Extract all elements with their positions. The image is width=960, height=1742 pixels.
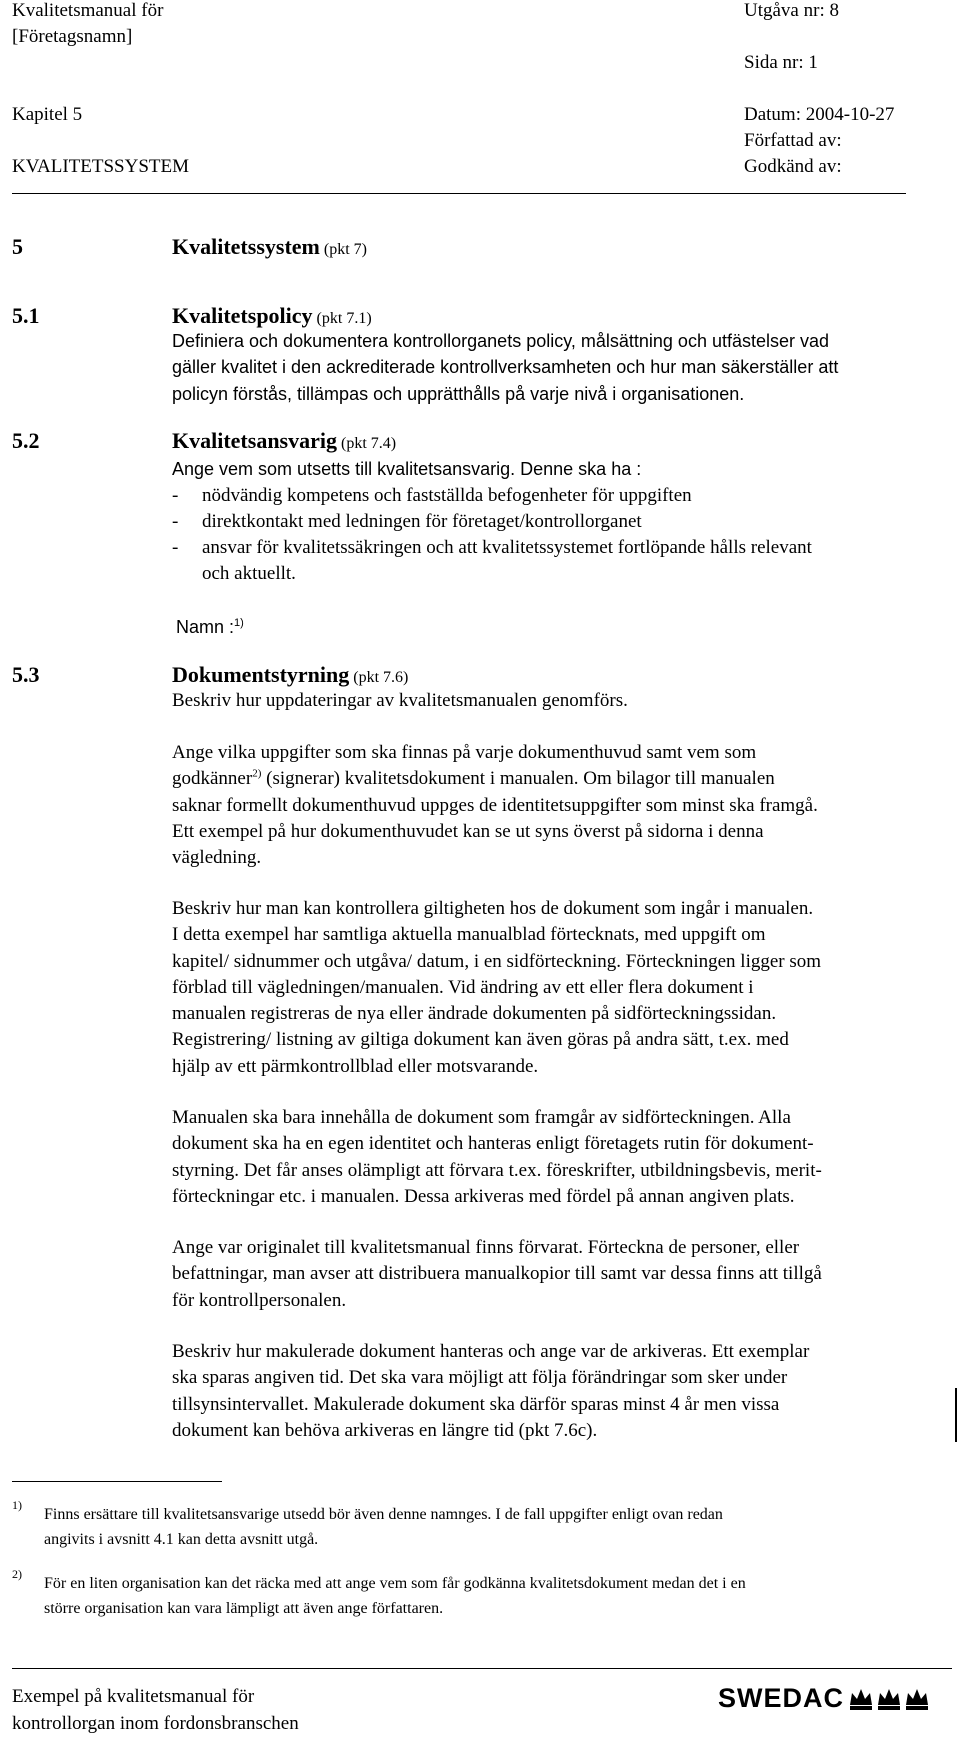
paragraph-line: Manualen ska bara innehålla de dokument som framgår av sidförteckningen. Alla — [172, 1107, 791, 1128]
change-bar — [955, 1388, 957, 1442]
paragraph-line: förteckningar etc. i manualen. Dessa arkiveras med fördel på annan angiven plats. — [172, 1185, 795, 1207]
paragraph-line: manualen registreras de nya eller ändrade dokumenten på sidförteckningssidan. — [172, 1003, 777, 1025]
document-date: Datum: 2004-10-27 — [744, 104, 895, 125]
section-ref: (pkt 7.6) — [353, 669, 409, 686]
paragraph-line: för kontrollpersonalen. — [172, 1289, 347, 1311]
chapter-label: Kapitel 5 — [12, 104, 83, 125]
paragraph-line: dokument ska ha en egen identitet och hanteras enligt företagets rutin för dokument- — [172, 1133, 814, 1155]
text-run: (signerar) kvalitetsdokument i manualen. Om bilagor till manualen — [261, 768, 775, 790]
paragraph-update — [172, 688, 628, 714]
paragraph-original — [172, 1235, 822, 1314]
footnote-ref: 1) — [234, 617, 244, 629]
approved-field: Godkänd av: — [744, 156, 842, 177]
paragraph-line: styrning. Det får anses olämpligt att förvara t.ex. föreskrifter, utbildningsbevis, merit- — [172, 1159, 822, 1181]
paragraph-line: vägledning. — [172, 847, 262, 869]
footnote-mark: 1) — [12, 1498, 22, 1512]
paragraph-line: Beskriv hur man kan kontrollera giltigheten hos de dokument som ingår i manualen. — [172, 898, 814, 919]
paragraph-line: förblad till vägledningen/manualen. Vid ändring av ett eller flera dokument i — [172, 976, 754, 998]
policy-paragraph — [172, 328, 838, 407]
bullet-item: ansvar för kvalitetssäkringen och att kvalitetssystemet fortlöpande hålls relevant — [202, 537, 812, 558]
footnote-mark: 2) — [12, 1567, 22, 1581]
paragraph-line: Ange var originalet till kvalitetsmanual finns förvarat. Förteckna de personer, eller — [172, 1237, 800, 1258]
swedac-logo — [718, 1680, 930, 1716]
paragraph-line: Beskriv hur uppdateringar av kvalitetsmanualen genomförs. — [172, 690, 628, 711]
manual-title: Kvalitetsmanual för — [12, 0, 164, 21]
paragraph-contents — [172, 1105, 822, 1210]
section-title: Kvalitetsansvarig — [172, 428, 337, 453]
paragraph-doc-header — [172, 740, 818, 871]
bullet-item: direktkontakt med ledningen för företaget/kontrollorganet — [202, 511, 642, 532]
company-name: [Företagsnamn] — [12, 26, 133, 47]
footnote-1 — [44, 1502, 723, 1552]
paragraph-line: Beskriv hur makulerade dokument hanteras och ange var de arkiveras. Ett exemplar — [172, 1341, 810, 1362]
footnote-line: Finns ersättare till kvalitetsansvarige utsedd bör även denne namnges. I de fall uppgifter enligt ovan redan — [44, 1506, 723, 1523]
paragraph-validity — [172, 896, 821, 1080]
footer-rule — [12, 1668, 952, 1669]
footer-line-2: kontrollorgan inom fordonsbranschen — [12, 1713, 299, 1734]
bullet-item-continued: och aktuellt. — [202, 563, 296, 584]
section-number: 5.1 — [12, 303, 40, 328]
section-number: 5 — [12, 234, 23, 259]
paragraph-line: befattningar, man avser att distribuera manualkopior till samt var dessa finns att tillgå — [172, 1263, 822, 1285]
bullet-dash: - — [172, 511, 179, 532]
section-title: Kvalitetspolicy — [172, 303, 313, 328]
footnote-ref: 2) — [252, 767, 262, 780]
paragraph-line: gäller kvalitet i den ackrediterade kontrollverksamheten och hur man säkerställer att — [172, 357, 839, 378]
section-ref: (pkt 7.1) — [316, 310, 372, 327]
footnote-line: För en liten organisation kan det räcka med att ange vem som får godkänna kvalitetsdokument medan det i en — [44, 1575, 746, 1592]
paragraph-line: I detta exempel har samtliga aktuella manualblad förtecknats, med uppgift om — [172, 924, 766, 946]
section-52-heading — [12, 428, 40, 454]
section-5-title — [172, 234, 367, 260]
footnote-line: angivits i avsnitt 4.1 kan detta avsnitt utgå. — [44, 1531, 319, 1548]
paragraph-line: Ange vilka uppgifter som ska finnas på varje dokumenthuvud samt vem som — [172, 742, 757, 763]
paragraph-line: saknar formellt dokumenthuvud uppges de identitetsuppgifter som minst ska framgå. — [172, 794, 818, 816]
chapter-title: KVALITETSSYSTEM — [12, 156, 189, 177]
footnote-rule — [12, 1481, 222, 1482]
paragraph-line: Ett exempel på hur dokumenthuvudet kan se ut syns överst på sidorna i denna — [172, 820, 764, 842]
edition-number: Utgåva nr: 8 — [744, 0, 839, 21]
section-number: 5.2 — [12, 428, 40, 453]
paragraph-line: kapitel/ sidnummer och utgåva/ datum, i en sidförteckning. Förteckningen ligger som — [172, 950, 822, 972]
section-52-title — [172, 428, 396, 454]
footer-line-1: Exempel på kvalitetsmanual för — [12, 1686, 255, 1707]
name-field — [176, 614, 244, 640]
paragraph-line: ska sparas angiven tid. Det ska vara möjligt att följa förändringar som sker under — [172, 1367, 788, 1389]
page-number: Sida nr: 1 — [744, 52, 818, 73]
footnote-line: större organisation kan vara lämpligt att även ange författaren. — [44, 1600, 444, 1617]
responsible-intro: Ange vem som utsetts till kvalitetsansvarig. Denne ska ha : — [172, 459, 642, 479]
paragraph-obsolete — [172, 1339, 809, 1444]
section-53-title — [172, 662, 408, 688]
paragraph-line: Definiera och dokumentera kontrollorganets policy, målsättning och utfästelser vad — [172, 331, 830, 351]
section-title: Dokumentstyrning — [172, 662, 350, 687]
paragraph-line: policyn förstås, tillämpas och upprätthålls på varje nivå i organisationen. — [172, 383, 745, 404]
bullet-item: nödvändig kompetens och fastställda befogenheter för uppgiften — [202, 485, 692, 506]
section-title: Kvalitetssystem — [172, 234, 320, 259]
text-run: godkänner — [172, 768, 253, 790]
bullet-dash: - — [172, 537, 179, 558]
header-rule — [12, 193, 906, 194]
logo-text: SWEDAC — [718, 1683, 844, 1713]
paragraph-line: Registrering/ listning av giltiga dokument kan även göras på andra sätt, t.ex. med — [172, 1029, 789, 1051]
section-51-heading — [12, 303, 40, 329]
section-ref: (pkt 7) — [323, 241, 367, 258]
section-53-heading — [12, 662, 40, 688]
section-5-heading — [12, 234, 23, 260]
paragraph-line: hjälp av ett pärmkontrollblad eller motsvarande. — [172, 1055, 539, 1077]
bullet-dash: - — [172, 485, 179, 506]
paragraph-line: dokument kan behöva arkiveras en längre tid (pkt 7.6c). — [172, 1419, 598, 1441]
crowns-icon — [848, 1683, 930, 1713]
section-51-title — [172, 303, 372, 329]
footnote-2 — [44, 1571, 746, 1621]
name-label: Namn : — [176, 617, 235, 637]
author-field: Författad av: — [744, 130, 842, 151]
section-number: 5.3 — [12, 662, 40, 687]
paragraph-line — [172, 766, 818, 792]
section-ref: (pkt 7.4) — [341, 435, 397, 452]
paragraph-line: tillsynsintervallet. Makulerade dokument ska därför sparas minst 4 år men vissa — [172, 1393, 780, 1415]
